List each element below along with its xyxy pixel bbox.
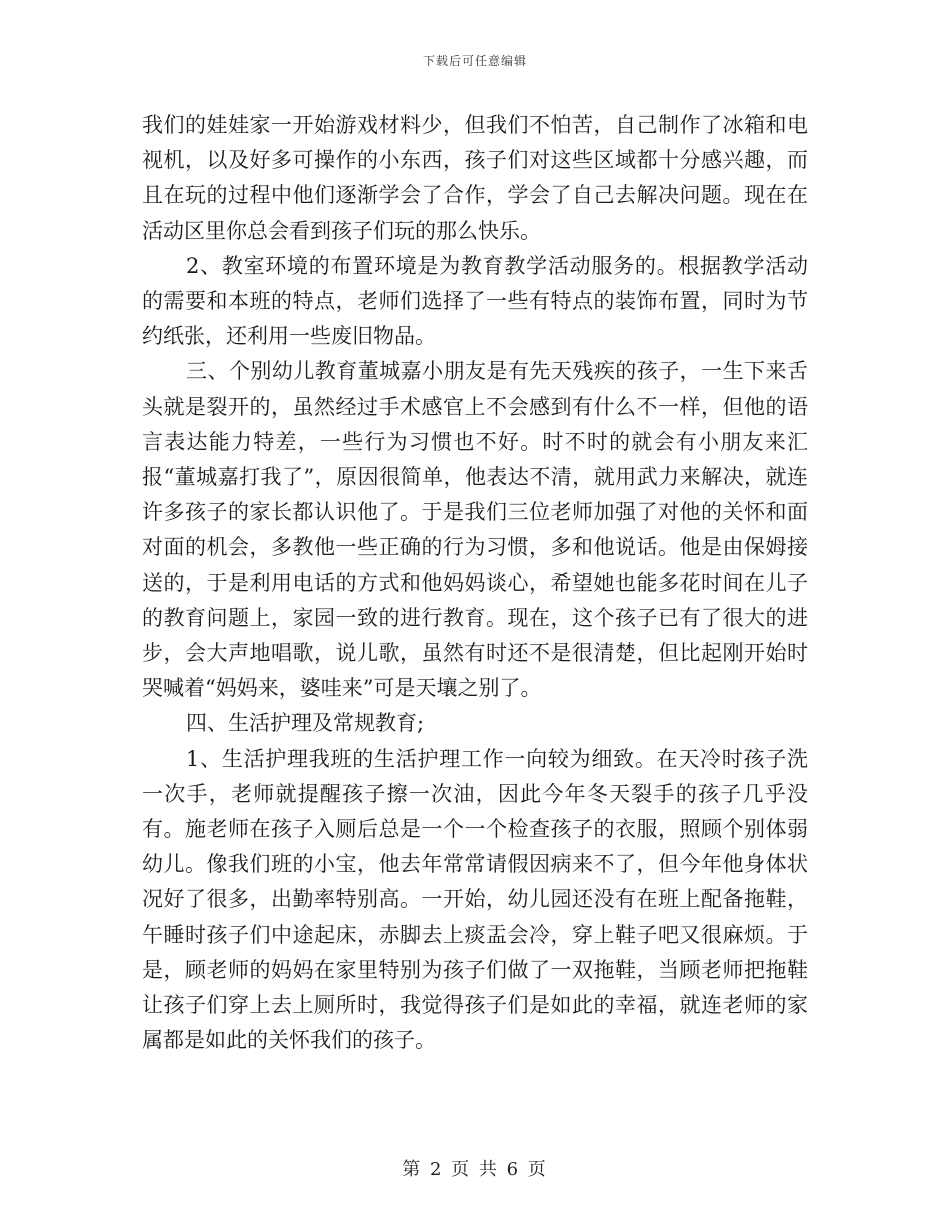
page-number: 第 2 页 共 6 页 [402,1159,548,1180]
paragraph-2: 2、教室环境的布置环境是为教育教学活动服务的。根据教学活动的需要和本班的特点，老师们选择了一些有特点的装饰布置，同时为节约纸张，还利用一些废旧物品。 [142,253,808,349]
paragraph-4: 四、生活护理及常规教育; [186,711,425,736]
paragraph-3: 三、个别幼儿教育董城嘉小朋友是有先天残疾的孩子，一生下来舌头就是裂开的，虽然经过手术感官上不会感到有什么不一样，但他的语言表达能力特差，一些行为习惯也不好。时不时的就会有小朋友来汇报“董城嘉打我了”，原因很简单，他表达不清，就用武力来解决，就连许多孩子的家长都认识他了。于是我们三位老师加强了对他的关怀和面对面的机会，多教他一些正确的行为习惯，多和他说话。他是由保姆接送的，于是利用电话的方式和他妈妈谈心，希望她也能多花时间在儿子的教育问题上，家园一致的进行教育。现在，这个孩子已有了很大的进步，会大声地唱歌，说儿歌，虽然有时还不是很清楚，但比起刚开始时哭喊着“妈妈来，婆哇来”可是天壤之别了。 [142,359,808,701]
paragraph-5: 1、生活护理我班的生活护理工作一向较为细致。在天冷时孩子洗一次手，老师就提醒孩子擦一次油，因此今年冬天裂手的孩子几乎没有。施老师在孩子入厕后总是一个一个检查孩子的衣服，照顾个别体弱幼儿。像我们班的小宝，他去年常常请假因病来不了，但今年他身体状况好了很多，出勤率特别高。一开始，幼儿园还没有在班上配备拖鞋，午睡时孩子们中途起床，赤脚去上痰盂会冷，穿上鞋子吧又很麻烦。于是，顾老师的妈妈在家里特别为孩子们做了一双拖鞋，当顾老师把拖鞋让孩子们穿上去上厕所时，我觉得孩子们是如此的幸福，就连老师的家属都是如此的关怀我们的孩子。 [142,746,808,1053]
document-body [142,108,808,1058]
page-header-note: 下载后可任意编辑 [422,54,527,68]
paragraph-1: 我们的娃娃家一开始游戏材料少，但我们不怕苦，自己制作了冰箱和电视机，以及好多可操作的小东西，孩子们对这些区域都十分感兴趣，而且在玩的过程中他们逐渐学会了合作，学会了自己去解决问题。现在在活动区里你总会看到孩子们玩的那么快乐。 [142,113,808,243]
